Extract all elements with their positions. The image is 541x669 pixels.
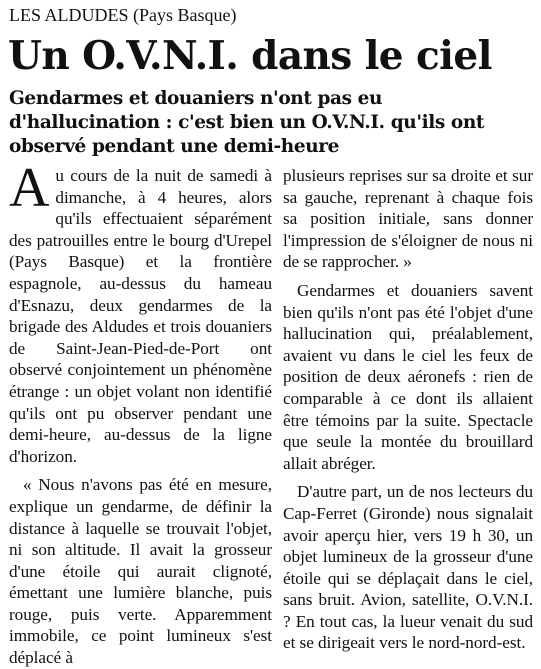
paragraph-reader-sighting: D'autre part, un de nos lecteurs du Cap-Ferret (Gironde) nous signalait avoir aperçu hier, vers 19 h 30, un objet lumineux de la grosseur d'une étoile qui se déplaçait dans le ciel, sans bruit. Avion, satellite, O.V.N.I. ? En tout cas, la lueur venait du sud et se dirigeait vers le nord-nord-est. [283, 482, 533, 653]
article-column-right [283, 165, 533, 654]
article-column-left [9, 157, 272, 669]
paragraph-quote-continued: plusieurs reprises sur sa droite et sur sa gauche, reprenant à chaque fois sa position initiale, sans donner l'impression de s'éloigner de nous ni de se rapprocher. » [283, 166, 533, 272]
subhead-line: observé pendant une demi-heure [9, 136, 339, 157]
kicker-location: LES ALDUDES (Pays Basque) [9, 5, 237, 25]
subhead-line: d'hallucination : c'est bien un O.V.N.I. qu'ils ont [9, 112, 485, 133]
headline: Un O.V.N.I. dans le ciel [8, 33, 492, 79]
drop-cap: A [9, 157, 50, 219]
subheadline [9, 87, 534, 159]
paragraph-quote: « Nous n'avons pas été en mesure, explique un gendarme, de définir la distance à laquelle se trouvait l'objet, ni son altitude. Il avait la grosseur d'une étoile qui aurait clignoté, émettant une lumière blanche, puis rouge, puis verte. Apparemment immobile, ce point lumineux s'est déplacé à [9, 475, 272, 668]
paragraph-intro [9, 157, 272, 467]
paragraph-intro-text: u cours de la nuit de samedi à dimanche, à 4 heures, alors qu'ils effectuaient séparément des patrouilles entre le bourg d'Urepel (Pays Basque) et la frontière espagnole, au-dessus du hameau d'Esnazu, deux gendarmes de la brigade des Aldudes et trois douaniers de Saint-Jean-Pied-de-Port ont observé conjointement un phénomène étrange : un objet volant non identifié qu'ils ont pu observer pendant une demi-heure, au-dessus de la ligne d'horizon. [9, 166, 272, 466]
paragraph-witnesses: Gendarmes et douaniers savent bien qu'ils n'ont pas été l'objet d'une hallucination qui, préalablement, avaient vu dans le ciel les feux de position de deux aéronefs : rien de comparable à ce dont ils allaient être témoins par la suite. Spectacle que seule la montée du brouillard allait abréger. [283, 280, 533, 473]
subhead-line: Gendarmes et douaniers n'ont pas eu [9, 88, 383, 109]
